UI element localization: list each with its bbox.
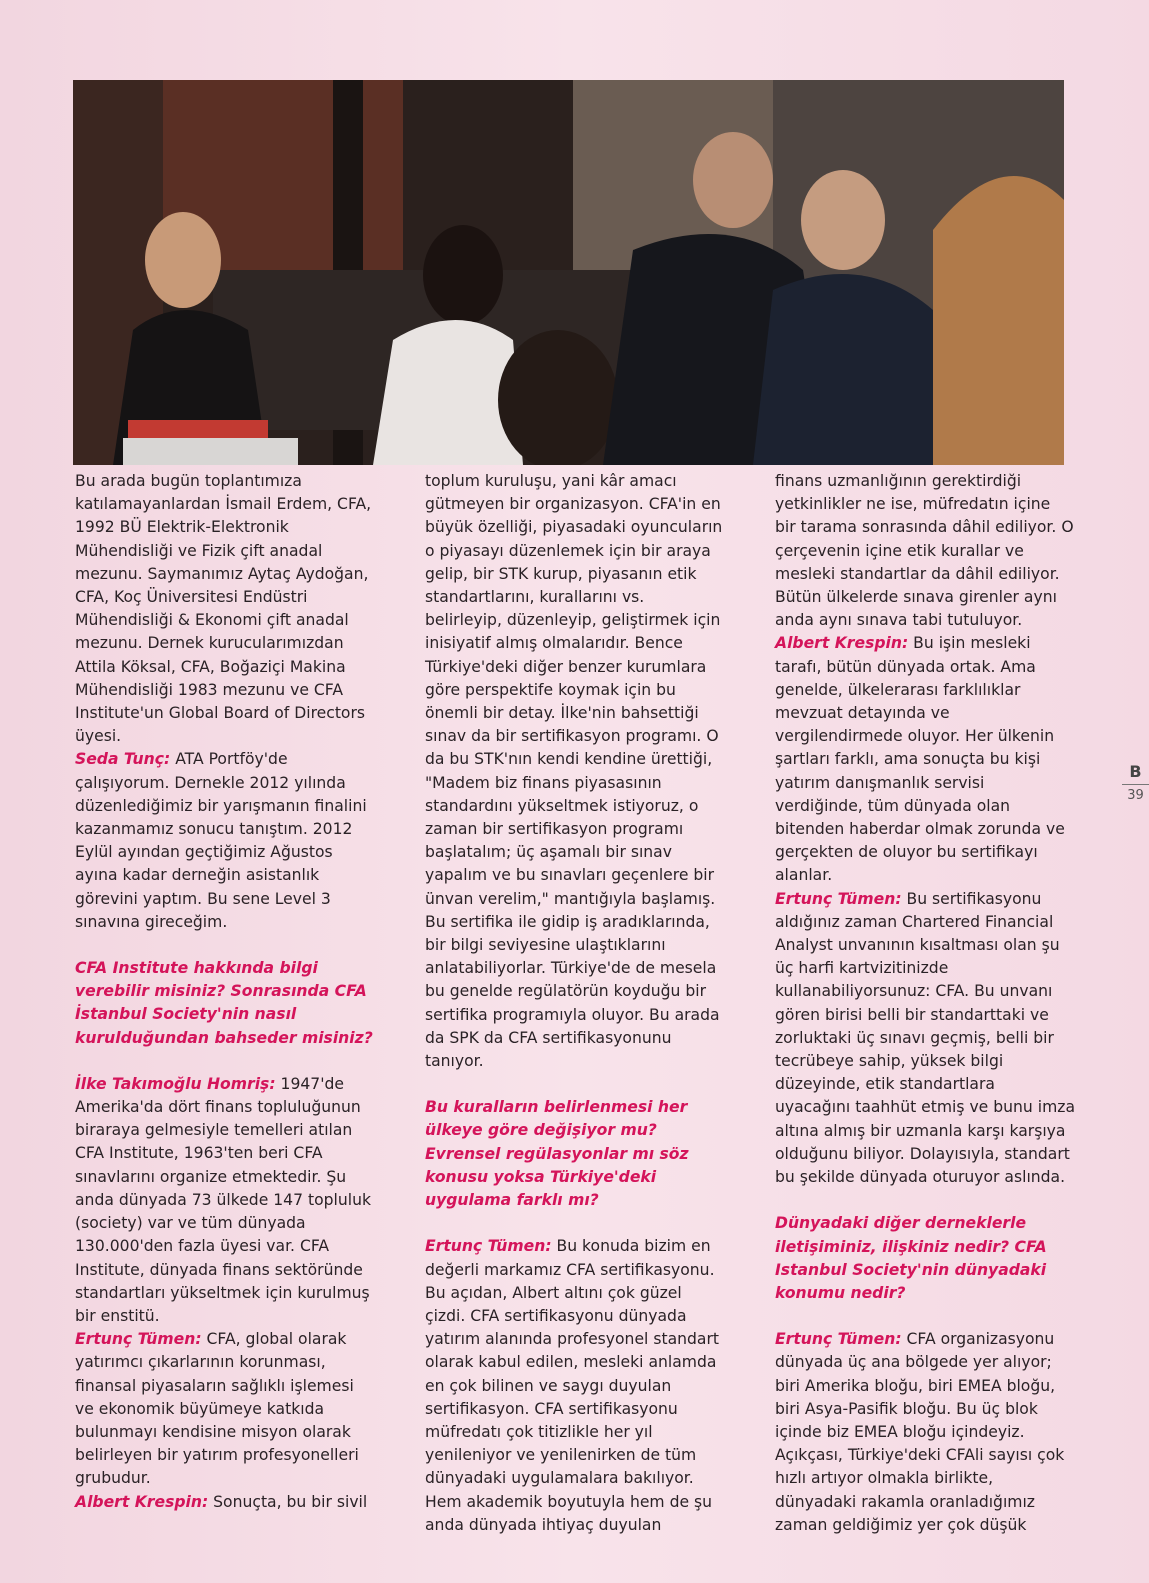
speaker-name: İlke Takımoğlu Homriş: [75, 1074, 276, 1093]
paragraph: Ertunç Tümen: CFA, global olarak yatırımcı çıkarlarının korunması, finansal piyasaların sağlıklı işlemesi ve ekonomik büyümeye katkıda bulunmayı kendisine misyon olarak belirleyen bir yatırım profesyonelleri grubudur. [75, 1330, 359, 1488]
interview-question: CFA Institute hakkında bilgi verebilir misiniz? Sonrasında CFA İstanbul Society'nin nasıl kurulduğundan bahseder misiniz? [75, 959, 373, 1047]
speaker-name: Seda Tunç: [75, 750, 171, 769]
paragraph: toplum kuruluşu, yani kâr amacı gütmeyen bir organizasyon. CFA'in en büyük özelliği, piyasadaki oyuncuların o piyasayı düzenlemek için bir araya gelip, bir STK kurup, piyasanın etik standartlarını, kurallarını vs. belirleyip, düzenleyip, geliştirmek için inisiyatif almış olmalarıdır. Bence Türkiye'deki diğer benzer kurumlara göre perspektife koymak için bu önemli bir detay. İlke'nin bahsettiği sınav da bir sertifikasyon programı. O da bu STK'nın kendi kendine ürettiği, "Madem biz finans piyasasının standardını yükseltmek istiyoruz, o zaman bir sertifikasyon programı başlatalım; üç aşamalı bir sınav yapalım ve bu sınavları geçenlere bir ünvan verelim," mantığıyla başlamış. Bu sertifika ile gidip iş aradıklarında, bir bilgi seviyesine ulaştıklarını anlatabiliyorlar. Türkiye'de de mesela bu genelde regülatörün koyduğu bir sertifika programıyla oluyor. Bu arada da SPK da CFA sertifikasyonunu tanıyor. [425, 472, 723, 1071]
paragraph: İlke Takımoğlu Homriş: 1947'de Amerika'da dört finans topluluğunun biraraya gelmesiyle temelleri atılan CFA Institute, 1963'ten beri CFA sınavlarını organize etmektedir. Şu anda dünyada 73 ülkede 147 topluluk (society) var ve tüm dünyada 130.000'den fazla üyesi var. CFA Institute, dünyada finans sektöründe standartları yükseltmek için kurulmuş bir enstitü. [75, 1074, 371, 1325]
paragraph: Seda Tunç: ATA Portföy'de çalışıyorum. Dernekle 2012 yılında düzenlediğimiz bir yarışmanın finalini kazanmamız sonucu tanıştım. 2012 Eylül ayından geçtiğimiz Ağustos ayına kadar derneğin asistanlık görevini yaptım. Bu sene Level 3 sınavına gireceğim. [75, 750, 367, 931]
text-column-1 [75, 470, 375, 1514]
meeting-photo [73, 80, 1064, 465]
speaker-name: Ertunç Tümen: [775, 1330, 902, 1349]
text-column-2 [425, 470, 725, 1537]
speaker-name: Albert Krespin: [75, 1492, 209, 1511]
folio-divider [1122, 784, 1149, 785]
paragraph: Ertunç Tümen: Bu konuda bizim en değerli markamız CFA sertifikasyonu. Bu açıdan, Albert altını çok güzel çizdi. CFA sertifikasyonu dünyada yatırım alanında profesyonel standart olarak kabul edilen, mesleki anlamda en çok bilinen ve saygı duyulan sertifikasyon. CFA sertifikasyonu müfredatı çok titizlikle her yıl yenileniyor ve yenilenirken de tüm dünyadaki uygulamalara bakılıyor. Hem akademik boyutuyla hem de şu anda dünyada ihtiyaç duyulan [425, 1237, 719, 1534]
speaker-name: Ertunç Tümen: [425, 1237, 552, 1256]
page-number: 39 [1127, 788, 1144, 803]
speaker-name: Albert Krespin: [775, 634, 909, 653]
speaker-name: Ertunç Tümen: [775, 889, 902, 908]
folio-letter: B [1129, 762, 1142, 781]
speaker-name: Ertunç Tümen: [75, 1330, 202, 1349]
paragraph: Ertunç Tümen: Bu sertifikasyonu aldığınız zaman Chartered Financial Analyst unvanının kısaltması olan şu üç harfi kartvizitinizde kullanabiliyorsunuz: CFA. Bu unvanı gören birisi belli bir standarttaki ve zorluktaki üç sınavı geçmiş, belli bir tecrübeye sahip, yüksek bilgi düzeyinde, etik standartlara uyacağını taahhüt etmiş ve bunu imza altına almış bir uzmanla karşı karşıya olduğunu biliyor. Dolayısıyla, standart bu şekilde dünyada oturuyor aslında. [775, 889, 1076, 1187]
interview-question: Dünyadaki diğer derneklerle iletişiminiz, ilişkiniz nedir? CFA Istanbul Society'nin dünyadaki konumu nedir? [775, 1214, 1047, 1302]
paragraph: Ertunç Tümen: CFA organizasyonu dünyada üç ana bölgede yer alıyor; biri Amerika bloğu, biri EMEA bloğu, biri Asya-Pasifik bloğu. Bu üç blok içinde biz EMEA bloğu içindeyiz. Açıkçası, Türkiye'deki CFAli sayısı çok hızlı artıyor olmakla birlikte, dünyadaki rakamla oranladığımız zaman geldiğimiz yer çok düşük [775, 1330, 1065, 1534]
interview-question: Bu kuralların belirlenmesi her ülkeye göre değişiyor mu? Evrensel regülasyonlar mı söz konusu yoksa Türkiye'deki uygulama farklı mı? [425, 1098, 689, 1210]
page-folio [1122, 762, 1149, 803]
paragraph: Albert Krespin: Bu işin mesleki tarafı, bütün dünyada ortak. Ama genelde, ülkelerarası farklılıklar mevzuat detayında ve vergilendirmede oluyor. Her ülkenin şartları farklı, ama sonuçta bu kişi yatırım danışmanlık servisi verdiğinde, tüm dünyada olan bitenden haberdar olmak zorunda ve gerçekten de oluyor bu sertifikayı alanlar. [775, 634, 1065, 885]
paragraph: finans uzmanlığının gerektirdiği yetkinlikler ne ise, müfredatın içine bir tarama sonrasında dâhil ediliyor. O çerçevenin içine etik kurallar ve mesleki standartlar da dâhil ediliyor. Bütün ülkelerde sınava girenler aynı anda aynı sınava tabi tutuluyor. [775, 472, 1074, 630]
text-column-3 [775, 470, 1075, 1537]
paragraph: Albert Krespin: Sonuçta, bu bir sivil [75, 1492, 368, 1511]
paragraph: Bu arada bugün toplantımıza katılamayanlardan İsmail Erdem, CFA, 1992 BÜ Elektrik-Elektronik Mühendisliği ve Fizik çift anadal mezunu. Saymanımız Aytaç Aydoğan, CFA, Koç Üniversitesi Endüstri Mühendisliği & Ekonomi çift anadal mezunu. Dernek kurucularımızdan Attila Köksal, CFA, Boğaziçi Makina Mühendisliği 1983 mezunu ve CFA Institute'un Global Board of Directors üyesi. [75, 472, 372, 746]
meeting-photo-icon [73, 80, 1064, 465]
